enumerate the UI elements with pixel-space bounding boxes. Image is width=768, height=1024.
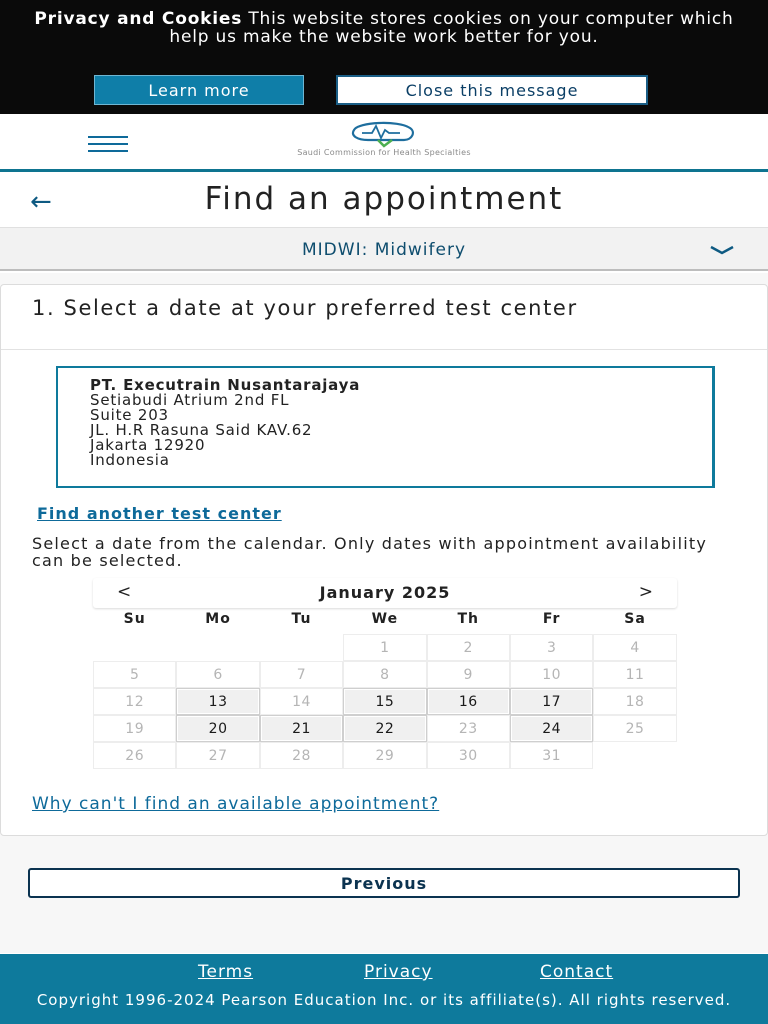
logo-mark-icon bbox=[278, 120, 490, 150]
test-center-box bbox=[56, 366, 715, 488]
address-line: Suite 203 bbox=[90, 406, 169, 424]
next-month-button[interactable]: > bbox=[638, 582, 653, 602]
calendar-empty-cell bbox=[260, 634, 343, 661]
calendar-day-available[interactable]: 17 bbox=[510, 688, 593, 715]
day-of-week-row bbox=[93, 608, 677, 634]
calendar-week-row bbox=[93, 742, 677, 769]
copyright-text: Copyright 1996-2024 Pearson Education Inc. or its affiliate(s). All rights reserved. bbox=[36, 991, 732, 1009]
calendar-day-unavailable: 25 bbox=[593, 715, 676, 742]
calendar-week-row bbox=[93, 715, 677, 742]
logo-subtitle: Saudi Commission for Health Specialties bbox=[297, 148, 471, 157]
address-line: JL. H.R Rasuna Said KAV.62 bbox=[90, 421, 313, 439]
divider bbox=[1, 349, 767, 350]
calendar-day-unavailable: 29 bbox=[343, 742, 426, 769]
terms-link[interactable]: Terms bbox=[198, 962, 254, 982]
day-of-week-label: Th bbox=[457, 611, 480, 627]
calendar-day-unavailable: 28 bbox=[260, 742, 343, 769]
step-title: 1. Select a date at your preferred test center bbox=[32, 296, 578, 320]
contact-link[interactable]: Contact bbox=[540, 962, 614, 982]
calendar-day-unavailable: 19 bbox=[93, 715, 176, 742]
back-arrow-icon[interactable]: ← bbox=[30, 187, 52, 217]
calendar-day-unavailable: 30 bbox=[427, 742, 510, 769]
calendar-day-unavailable: 14 bbox=[260, 688, 343, 715]
calendar-header bbox=[93, 578, 677, 608]
close-cookie-button[interactable]: Close this message bbox=[336, 75, 648, 105]
calendar-day-unavailable: 1 bbox=[343, 634, 426, 661]
learn-more-button[interactable]: Learn more bbox=[94, 75, 304, 105]
test-center-name: PT. Executrain Nusantarajaya bbox=[90, 376, 361, 394]
chevron-down-icon[interactable] bbox=[708, 242, 736, 258]
day-of-week-label: Sa bbox=[624, 611, 646, 627]
calendar-empty-cell bbox=[593, 742, 676, 769]
calendar-day-unavailable: 31 bbox=[510, 742, 593, 769]
why-no-appointment-link[interactable]: Why can't I find an available appointment? bbox=[32, 794, 440, 814]
calendar-week-row bbox=[93, 661, 677, 688]
calendar-day-unavailable: 9 bbox=[427, 661, 510, 688]
calendar-empty-cell bbox=[176, 634, 259, 661]
exam-selector[interactable] bbox=[0, 227, 768, 271]
cookie-title: Privacy and Cookies bbox=[34, 9, 243, 29]
calendar-day-unavailable: 2 bbox=[427, 634, 510, 661]
calendar-day-unavailable: 23 bbox=[427, 715, 510, 742]
cookie-text bbox=[14, 10, 754, 46]
day-of-week-label: Fr bbox=[542, 611, 561, 627]
calendar-day-unavailable: 8 bbox=[343, 661, 426, 688]
scfhs-logo bbox=[278, 120, 490, 166]
calendar-day-unavailable: 4 bbox=[593, 634, 676, 661]
calendar-day-unavailable: 7 bbox=[260, 661, 343, 688]
address-line: Indonesia bbox=[90, 451, 170, 469]
previous-button[interactable]: Previous bbox=[28, 868, 740, 898]
calendar-day-unavailable: 10 bbox=[510, 661, 593, 688]
day-of-week-label: Tu bbox=[291, 611, 312, 627]
calendar-day-unavailable: 18 bbox=[593, 688, 676, 715]
instructions-text: Select a date from the calendar. Only dates with appointment availability can be selected. bbox=[32, 534, 708, 570]
cookie-banner bbox=[0, 0, 768, 114]
calendar-grid bbox=[93, 608, 677, 769]
calendar-day-available[interactable]: 15 bbox=[343, 688, 426, 715]
calendar-day-available[interactable]: 22 bbox=[343, 715, 426, 742]
day-of-week-label: Mo bbox=[205, 611, 231, 627]
day-of-week-label: We bbox=[371, 611, 399, 627]
appointment-card bbox=[0, 284, 768, 836]
calendar-day-unavailable: 26 bbox=[93, 742, 176, 769]
calendar-day-unavailable: 11 bbox=[593, 661, 676, 688]
footer bbox=[0, 954, 768, 1024]
calendar-empty-cell bbox=[93, 634, 176, 661]
calendar bbox=[93, 578, 677, 764]
calendar-day-unavailable: 27 bbox=[176, 742, 259, 769]
calendar-day-unavailable: 6 bbox=[176, 661, 259, 688]
calendar-day-available[interactable]: 21 bbox=[260, 715, 343, 742]
calendar-day-available[interactable]: 16 bbox=[427, 688, 510, 715]
hamburger-icon[interactable] bbox=[88, 136, 128, 152]
privacy-link[interactable]: Privacy bbox=[364, 962, 433, 982]
calendar-week-row bbox=[93, 634, 677, 661]
calendar-day-available[interactable]: 13 bbox=[176, 688, 259, 715]
calendar-day-available[interactable]: 20 bbox=[176, 715, 259, 742]
calendar-month: January 2025 bbox=[319, 583, 451, 602]
calendar-week-row bbox=[93, 688, 677, 715]
address-line: Jakarta 12920 bbox=[90, 436, 206, 454]
calendar-day-available[interactable]: 24 bbox=[510, 715, 593, 742]
title-row bbox=[0, 175, 768, 227]
exam-label: MIDWI: Midwifery bbox=[301, 240, 467, 260]
calendar-day-unavailable: 12 bbox=[93, 688, 176, 715]
prev-month-button[interactable]: < bbox=[117, 582, 132, 602]
calendar-day-unavailable: 5 bbox=[93, 661, 176, 688]
address-line: Setiabudi Atrium 2nd FL bbox=[90, 391, 290, 409]
page-title: Find an appointment bbox=[204, 181, 564, 217]
site-header bbox=[0, 114, 768, 172]
find-another-center-link[interactable]: Find another test center bbox=[37, 504, 282, 523]
day-of-week-label: Su bbox=[123, 611, 146, 627]
calendar-day-unavailable: 3 bbox=[510, 634, 593, 661]
cookie-message: This website stores cookies on your computer which help us make the website work better for you. bbox=[169, 9, 734, 47]
